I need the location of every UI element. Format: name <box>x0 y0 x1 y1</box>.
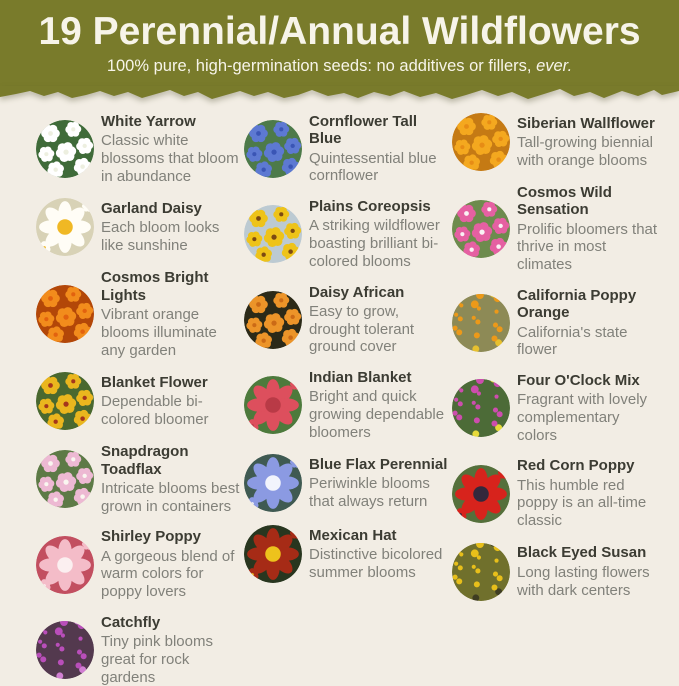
flower-description: Distinctive bicolored summer blooms <box>309 546 443 582</box>
catchfly-photo-art <box>36 621 94 679</box>
flower-description: California's state flower <box>517 323 628 359</box>
daisy-african-photo <box>244 291 302 349</box>
flower-entry <box>244 369 452 441</box>
flower-name: Red Corn Poppy <box>517 457 635 475</box>
flower-name: Blanket Flower <box>101 373 208 391</box>
header-banner <box>0 0 679 87</box>
flower-description: This humble red poppy is an all-time classic <box>517 476 647 530</box>
flower-entry <box>244 525 452 583</box>
daisy-african-photo-art <box>244 291 302 349</box>
flower-name: California Poppy Orange <box>517 286 637 322</box>
flower-description: Easy to grow, drought tolerant ground cover <box>309 302 415 356</box>
plains-coreopsis-photo <box>244 205 302 263</box>
garland-daisy-photo <box>36 198 94 256</box>
flower-description: Bright and quick growing dependable bloomers <box>309 388 445 441</box>
flower-text <box>101 528 244 600</box>
snapdragon-toadflax-photo-art <box>36 450 94 508</box>
flower-entry <box>244 454 452 512</box>
flower-text <box>101 374 244 429</box>
flower-name: Garland Daisy <box>101 199 202 217</box>
flower-text <box>309 113 452 185</box>
flower-name: Blue Flax Perennial <box>309 456 448 474</box>
page-title: 19 Perennial/Annual Wildflowers <box>38 10 641 53</box>
flower-entry <box>244 284 452 356</box>
snapdragon-toadflax-photo <box>36 450 94 508</box>
flower-name: Black Eyed Susan <box>517 544 647 562</box>
header-subtitle <box>8 57 671 77</box>
flower-entry <box>244 198 452 270</box>
subtitle-text: 100% pure, high-germination seeds: no additives or fillers, <box>106 57 532 76</box>
flower-description: Long lasting flowers with dark centers <box>517 563 650 599</box>
indian-blanket-photo-art <box>244 376 302 434</box>
flower-name: Daisy African <box>309 283 405 301</box>
subtitle-emphasis: ever. <box>536 57 573 76</box>
flower-entry <box>36 372 244 430</box>
flower-text <box>309 527 452 582</box>
white-yarrow-photo-art <box>36 120 94 178</box>
flower-name: White Yarrow <box>101 112 196 130</box>
flower-text <box>517 287 658 359</box>
flower-text <box>101 614 244 686</box>
flower-name: Snapdragon Toadflax <box>101 443 189 478</box>
flower-description: Vibrant orange blooms illuminate any garden <box>101 306 217 359</box>
column-3 <box>452 113 658 686</box>
flower-description: Intricate blooms best grown in containers <box>101 479 240 515</box>
flower-entry <box>36 113 244 185</box>
cosmos-bright-lights-photo <box>36 285 94 343</box>
flower-text <box>309 369 452 441</box>
flower-entry <box>452 184 658 274</box>
flower-entry <box>452 113 658 171</box>
california-poppy-orange-photo <box>452 294 510 352</box>
flower-entry <box>36 614 244 686</box>
flower-entry <box>452 543 658 601</box>
flower-name: Indian Blanket <box>309 368 412 386</box>
four-oclock-mix-photo <box>452 379 510 437</box>
flower-description: Classic white blossoms that bloom in abundance <box>101 132 239 185</box>
red-corn-poppy-photo-art <box>452 465 510 523</box>
flower-text <box>101 113 244 185</box>
indian-blanket-photo <box>244 376 302 434</box>
flower-text <box>517 115 658 170</box>
flower-name: Cosmos Wild Sensation <box>517 183 612 219</box>
flower-description: Periwinkle blooms that always return <box>309 475 430 511</box>
flower-description: Tall-growing biennial with orange blooms <box>517 133 653 169</box>
cosmos-wild-sensation-photo <box>452 200 510 258</box>
black-eyed-susan-photo <box>452 543 510 601</box>
flower-text <box>309 456 452 511</box>
flower-description: Each bloom looks like sunshine <box>101 219 220 255</box>
mexican-hat-photo-art <box>244 525 302 583</box>
flower-entry <box>36 528 244 600</box>
shirley-poppy-photo-art <box>36 536 94 594</box>
flower-text <box>517 372 658 444</box>
garland-daisy-photo-art <box>36 198 94 256</box>
flower-text <box>517 457 658 529</box>
flower-name: Catchfly <box>101 613 161 631</box>
red-corn-poppy-photo <box>452 465 510 523</box>
cornflower-tall-blue-photo <box>244 120 302 178</box>
flower-name: Cosmos Bright Lights <box>101 269 209 304</box>
flower-entry <box>452 457 658 529</box>
blue-flax-perennial-photo-art <box>244 454 302 512</box>
flower-text <box>101 269 244 359</box>
flower-description: Quintessential blue cornflower <box>309 149 437 185</box>
flower-entry <box>452 287 658 359</box>
flower-text <box>101 443 244 515</box>
flower-name: Four O'Clock Mix <box>517 371 640 389</box>
four-oclock-mix-photo-art <box>452 379 510 437</box>
wildflower-grid <box>0 102 679 686</box>
black-eyed-susan-photo-art <box>452 543 510 601</box>
flower-name: Plains Coreopsis <box>309 198 431 216</box>
siberian-wallflower-photo-art <box>452 113 510 171</box>
plains-coreopsis-photo-art <box>244 205 302 263</box>
flower-description: Tiny pink blooms great for rock gardens <box>101 633 213 686</box>
shirley-poppy-photo <box>36 536 94 594</box>
siberian-wallflower-photo <box>452 113 510 171</box>
column-2 <box>244 113 452 686</box>
california-poppy-orange-photo-art <box>452 294 510 352</box>
cosmos-bright-lights-photo-art <box>36 285 94 343</box>
blanket-flower-photo <box>36 372 94 430</box>
torn-paper-edge <box>0 86 679 102</box>
mexican-hat-photo <box>244 525 302 583</box>
flower-name: Mexican Hat <box>309 527 397 545</box>
flower-text <box>101 200 244 255</box>
flower-text <box>309 198 452 270</box>
flower-entry <box>452 372 658 444</box>
flower-text <box>309 284 452 356</box>
flower-description: A striking wildflower boasting brilliant bi-colored blooms <box>309 217 440 270</box>
flower-name: Cornflower Tall Blue <box>309 112 418 148</box>
blanket-flower-photo-art <box>36 372 94 430</box>
white-yarrow-photo <box>36 120 94 178</box>
catchfly-photo <box>36 621 94 679</box>
flower-name: Siberian Wallflower <box>517 114 655 132</box>
flower-description: Fragrant with lovely complementary colors <box>517 391 648 444</box>
flower-entry <box>244 113 452 185</box>
cosmos-wild-sensation-photo-art <box>452 200 510 258</box>
flower-name: Shirley Poppy <box>101 528 202 546</box>
column-1 <box>36 113 244 686</box>
cornflower-tall-blue-photo-art <box>244 120 302 178</box>
flower-description: A gorgeous blend of warm colors for poppy lovers <box>101 547 235 601</box>
flower-entry <box>36 443 244 515</box>
flower-text <box>517 184 658 274</box>
blue-flax-perennial-photo <box>244 454 302 512</box>
flower-entry <box>36 198 244 256</box>
flower-entry <box>36 269 244 359</box>
flower-description: Dependable bi-colored bloomer <box>101 393 209 428</box>
flower-text <box>517 544 658 599</box>
flower-description: Prolific bloomers that thrive in most climates <box>517 220 658 274</box>
